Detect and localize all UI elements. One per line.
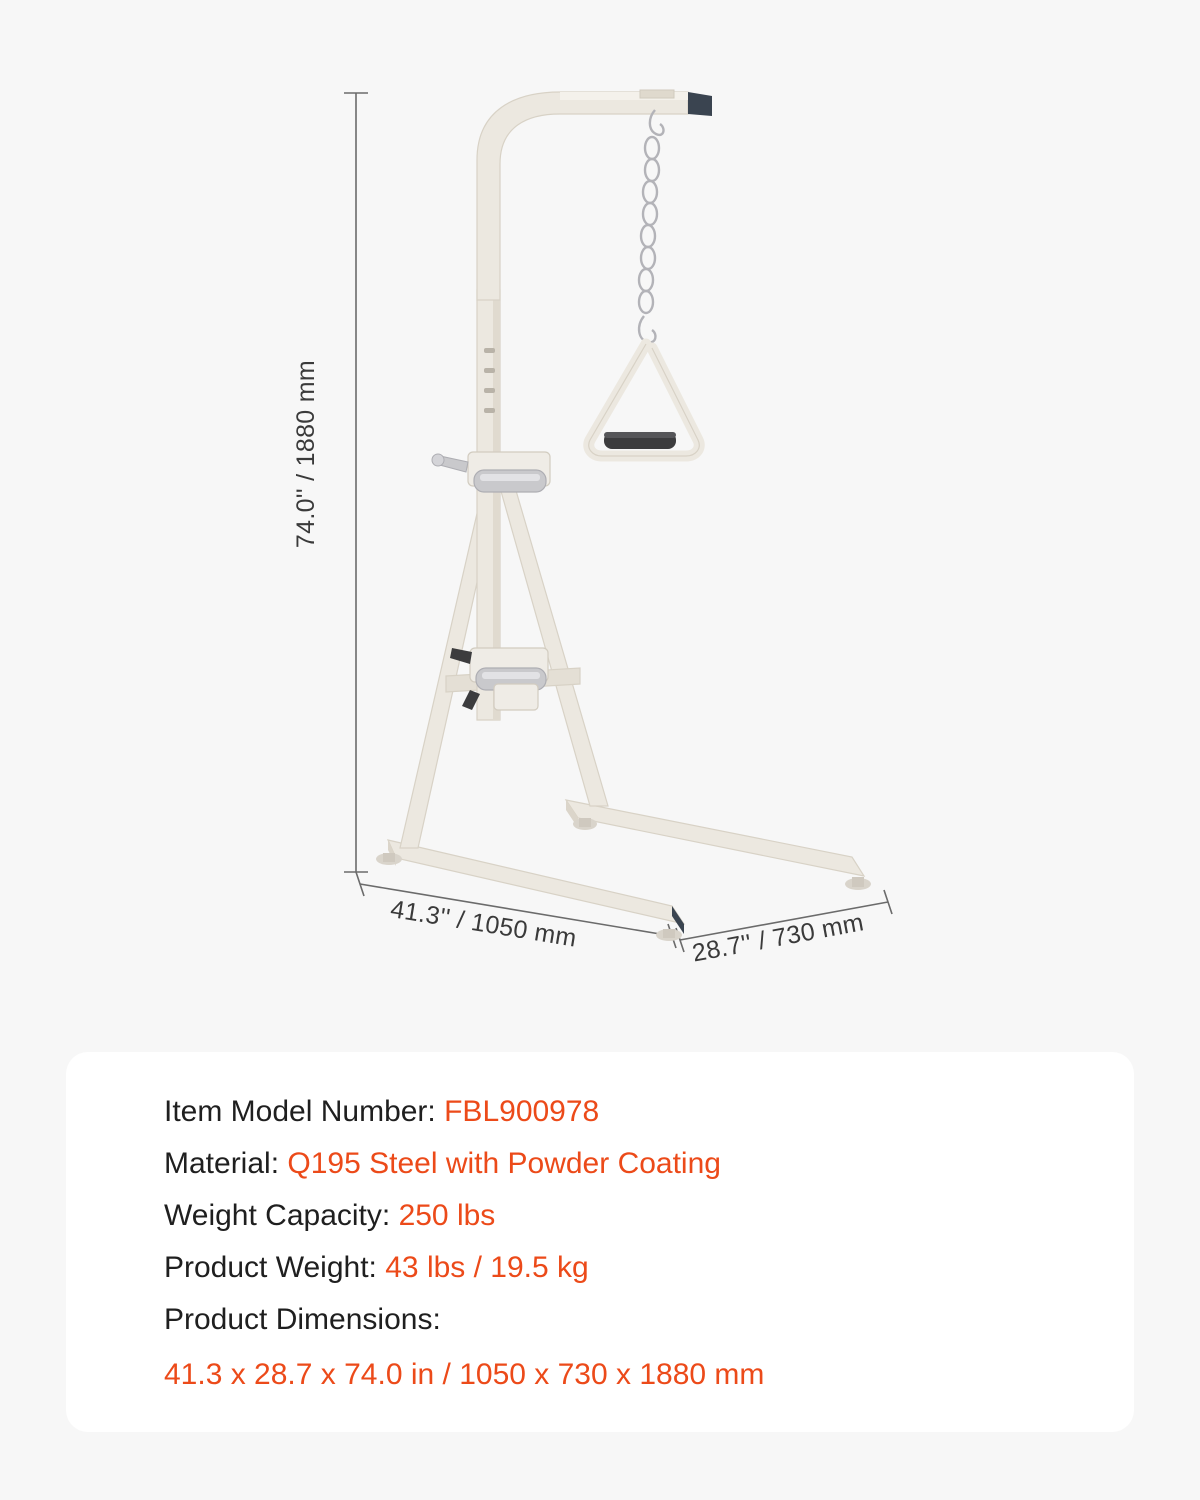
upper-clamp — [432, 452, 550, 492]
spec-label-material: Material: — [164, 1147, 280, 1180]
spec-value-material: Q195 Steel with Powder Coating — [287, 1147, 721, 1180]
spec-row — [164, 1086, 1104, 1138]
spec-label-model: Item Model Number: — [164, 1095, 436, 1128]
spec-list — [164, 1086, 1104, 1404]
spec-value-dimensions: 41.3 x 28.7 x 74.0 in / 1050 x 730 x 1880 mm — [164, 1358, 765, 1391]
spec-value-product-weight: 43 lbs / 19.5 kg — [385, 1251, 589, 1284]
spec-label-dimensions: Product Dimensions: — [164, 1303, 441, 1336]
spec-row — [164, 1138, 1104, 1190]
boom-arm — [477, 90, 712, 300]
spec-label-product-weight: Product Weight: — [164, 1251, 377, 1284]
spec-card — [66, 1052, 1134, 1432]
dimension-label-depth: 28.7'' / 730 mm — [690, 908, 867, 968]
dimension-label-width: 41.3'' / 1050 mm — [388, 895, 579, 953]
spec-row — [164, 1190, 1104, 1242]
dimension-label-height: 74.0'' / 1880 mm — [292, 360, 320, 549]
chain-assembly — [639, 110, 663, 342]
spec-row — [164, 1242, 1104, 1294]
base-right-rail — [566, 800, 871, 890]
spec-value-weight-capacity: 250 lbs — [398, 1199, 496, 1232]
spec-value-model: FBL900978 — [444, 1095, 600, 1128]
spec-row-dimensions — [164, 1294, 1104, 1404]
trapeze-handle — [589, 344, 700, 456]
spec-label-weight-capacity: Weight Capacity: — [164, 1199, 391, 1232]
